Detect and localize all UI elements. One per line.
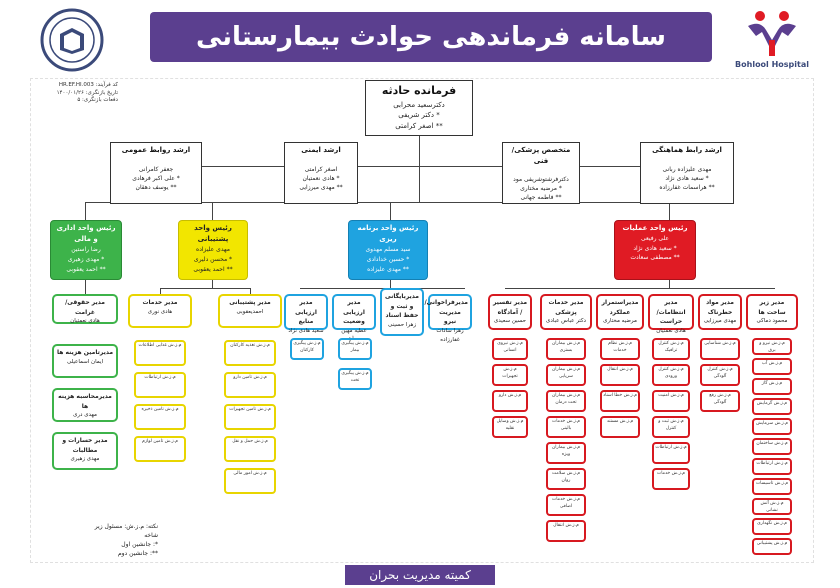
leaf-label: م.ز.ش انتقال — [553, 523, 579, 528]
staff-deputy-2: ** فاطمه جهانی — [520, 194, 562, 201]
operations-leaf[interactable] — [652, 442, 690, 464]
hospital-logo — [722, 6, 822, 74]
sub-title: مدیر خدمات — [142, 299, 178, 306]
finance-sub-box[interactable] — [52, 388, 118, 422]
sub-person: هادی نوری — [147, 308, 173, 315]
connector-line — [390, 280, 391, 288]
footer-badge: کمیته مدیریت بحران — [345, 565, 495, 585]
leaf-label: م.ز.ش تامین تجهیزات — [229, 407, 271, 412]
leaf-label: م.ز.ش ارتباطات — [655, 445, 687, 450]
planning-leaf[interactable] — [338, 338, 372, 360]
operations-sub-box[interactable] — [488, 294, 532, 330]
leaf-label: م.ز.ش امنیت — [658, 393, 684, 398]
operations-leaf[interactable] — [492, 338, 528, 360]
operations-leaf[interactable] — [700, 338, 740, 360]
leaf-label: م.ز.ش ساختمان — [756, 441, 788, 446]
leaf-label: م.ز.ش سلامت روان — [551, 471, 581, 483]
commander-title: فرمانده حادثه — [381, 84, 457, 97]
operations-leaf[interactable] — [752, 518, 792, 535]
operations-leaf[interactable] — [752, 338, 792, 355]
operations-leaf[interactable] — [752, 418, 792, 435]
staff-deputy-2: ** مهدی میرزایی — [299, 183, 343, 191]
leaf-label: م.ز.ش وسایل نقلیه — [496, 419, 524, 431]
operations-leaf[interactable] — [652, 468, 690, 490]
leaf-label: م.ز.ش بیماران بستری — [551, 341, 581, 353]
sub-person: ایمان اسماعیلی — [66, 358, 104, 365]
connector-line — [85, 202, 86, 220]
leaf-label: م.ز.ش خدمات — [657, 471, 685, 476]
commander-primary: دکترسعید محرابی — [393, 100, 445, 109]
sub-person: زهرا سادات غفارزاده — [436, 327, 464, 343]
page-title: سامانه فرماندهی حوادث بیمارستانی — [150, 12, 712, 62]
section-title: رئیس واحد عملیات — [622, 224, 688, 232]
operations-leaf[interactable] — [752, 438, 792, 455]
operations-leaf[interactable] — [652, 390, 690, 412]
leaf-label: م.ز.ش خدمات بالینی — [552, 419, 580, 431]
sub-title: مدیرفراخوانی/مدیریت نیرو — [424, 299, 468, 326]
logistics-leaf[interactable] — [224, 468, 276, 494]
connector-line — [505, 288, 775, 289]
connector-line — [390, 202, 391, 220]
sub-title: مدیرمحاسبه هزینه ها — [58, 393, 112, 410]
operations-leaf[interactable] — [752, 378, 792, 395]
leaf-label: م.ز.ش تاسیسات — [755, 481, 789, 486]
staff-title: ارشد روابط عمومی — [121, 146, 191, 154]
leaf-label: م.ز.ش غذایی اطلاعات — [138, 343, 182, 348]
leaf-label: م.ز.ش تامین دارو — [233, 375, 267, 380]
operations-leaf[interactable] — [546, 416, 586, 438]
operations-leaf[interactable] — [752, 458, 792, 475]
medical-specialist-box[interactable] — [502, 142, 580, 204]
staff-primary: اصغر کرامتی — [304, 165, 338, 173]
operations-leaf[interactable] — [752, 398, 792, 415]
section-deputy-1: * سعید هادی نژاد — [633, 244, 677, 252]
note-line: نکته: م.ز.ش: مسئول زیر شاخه — [94, 523, 158, 539]
sub-person: مرضیه مختاری — [603, 318, 637, 325]
section-deputy-2: ** مهدی علیزاده — [367, 265, 409, 273]
sub-person: مهدی میرزایی — [703, 318, 737, 325]
section-deputy-1: * محسن دلیری — [193, 255, 233, 263]
staff-primary: دکترفرشتوشریفی مود — [513, 176, 569, 183]
leaf-label: م.ز.ش خطا اسناد — [603, 393, 637, 398]
connector-line — [419, 136, 420, 202]
section-primary: علی رفیعی — [641, 235, 669, 243]
connector-line — [160, 288, 250, 289]
connector-line — [212, 280, 213, 288]
operations-leaf[interactable] — [546, 338, 586, 360]
operations-leaf[interactable] — [600, 416, 640, 438]
staff-title: متخصص پزشکی/ فنی — [511, 146, 571, 165]
leaf-label: م.ز.ش حمل و نقل — [232, 439, 268, 444]
section-primary: سید مسلم مهدوی — [365, 246, 411, 254]
leaf-label: م.ز.ش ارتباطات — [144, 375, 176, 380]
logistics-leaf[interactable] — [134, 436, 186, 462]
leaf-label: م.ز.ش سرمایش — [756, 421, 788, 426]
leaf-label: م.ز.ش ثبت و کنترل — [658, 419, 684, 431]
planning-sub-box[interactable] — [424, 294, 472, 343]
leaf-label: م.ز.ش بیماران سرپایی — [551, 367, 581, 379]
sub-person: مهدی زهیری — [70, 456, 100, 463]
connector-line — [669, 280, 670, 288]
commander-deputy-1: * دکتر شریفی — [398, 111, 440, 119]
sub-title: مدیر پشتیبانی — [229, 299, 271, 306]
sub-person: حسین سعیدی — [493, 318, 526, 325]
operations-leaf[interactable] — [492, 364, 528, 386]
operations-leaf[interactable] — [546, 442, 586, 464]
leaf-label: م.ز.ش کنترل ترافیک — [658, 341, 684, 353]
planning-leaf[interactable] — [290, 338, 324, 360]
leaf-label: م.ز.ش تجهیزات — [502, 367, 518, 379]
sub-person: مهدی دری — [73, 412, 97, 419]
sub-title: مدیر ارزیابی وضعیت — [343, 299, 365, 326]
operations-leaf[interactable] — [752, 498, 792, 515]
connector-line — [157, 166, 687, 167]
operations-leaf[interactable] — [700, 364, 740, 386]
staff-deputy-1: * علی اکبر فرهادی — [132, 174, 180, 182]
logistics-sub-box[interactable] — [128, 294, 192, 328]
sub-title: مدیر انتظامات/حراست — [656, 299, 686, 326]
leaf-label: م.ز.ش گرمایش — [756, 401, 788, 406]
operations-sub-box[interactable] — [698, 294, 742, 330]
hospital-caption: Bohlool Hospital — [735, 60, 809, 69]
document-info — [38, 82, 118, 105]
operations-leaf[interactable] — [600, 338, 640, 360]
leaf-label: م.ز.ش پیگیری بیمار — [341, 341, 369, 353]
operations-leaf[interactable] — [492, 416, 528, 438]
leaf-label: م.ز.ش بیماران تحت درمان — [551, 393, 581, 405]
operations-sub-box[interactable] — [540, 294, 592, 330]
section-deputy-2: ** مصطفی سعادت — [630, 254, 680, 262]
incident-commander-box[interactable] — [365, 80, 473, 136]
leaf-label: م.ز.ش بیماران ویژه — [551, 445, 581, 457]
leaf-label: م.ز.ش رفع آلودگی — [709, 393, 731, 405]
leaf-label: م.ز.ش ارتباطات — [756, 461, 788, 466]
sub-title: مدیر زیر ساخت ها — [758, 299, 786, 316]
operations-leaf[interactable] — [600, 364, 640, 386]
leaf-label: م.ز.ش پیگیری تخت — [341, 371, 369, 383]
leaf-label: م.ز.ش مستند — [606, 419, 634, 424]
planning-sub-box[interactable] — [380, 288, 424, 336]
note-line: *: جانشین اول — [121, 541, 158, 548]
liaison-officer-box[interactable] — [640, 142, 734, 204]
revision-date: تاریخ بازنگری: ۱۴۰۰/۰۱/۲۶ — [56, 89, 118, 96]
section-title: رئیس واحد برنامه ریزی — [357, 224, 419, 244]
leaf-label: م.ز.ش آب — [761, 361, 783, 366]
document-code: کد فرآیند: HR.EF.HI.003 — [58, 82, 118, 88]
planning-leaf[interactable] — [338, 368, 372, 390]
logistics-leaf[interactable] — [224, 372, 276, 398]
leaf-label: م.ز.ش نگهداری — [757, 521, 787, 526]
legend-notes — [84, 522, 158, 558]
sub-title: مدیر خدمات پزشکی — [548, 299, 584, 316]
section-deputy-1: * مهدی زهیری — [67, 255, 105, 263]
staff-deputy-1: * سعید هادی نژاد — [665, 174, 709, 182]
university-logo — [30, 8, 114, 72]
operations-leaf[interactable] — [546, 468, 586, 490]
sub-title: مدیر حقوقی/غرامت — [65, 299, 105, 316]
sub-title: مدیربایگانی و ثبت و حفظ اسناد — [385, 293, 419, 320]
section-primary: مهدی علیزاده — [196, 246, 230, 254]
planning-sub-box[interactable] — [332, 294, 376, 334]
leaf-label: م.ز.ش دارو — [498, 393, 522, 398]
leaf-label: م.ز.ش کنترل ورودی — [658, 367, 684, 379]
sub-person: دکتر عباس عبادی — [546, 318, 586, 325]
leaf-label: م.ز.ش خدمات اضافی — [552, 497, 580, 509]
sub-person: زهرا حسینی — [387, 321, 417, 328]
leaf-label: م.ز.ش تغذیه کارکنان — [230, 343, 270, 348]
operations-section-head[interactable] — [614, 220, 696, 280]
section-primary: رضا راستین — [71, 246, 101, 254]
leaf-label: م.ز.ش تامین ذخیره — [141, 407, 179, 412]
sub-person: سعید هادی نژاد — [288, 327, 324, 334]
logistics-section-head[interactable] — [178, 220, 248, 280]
operations-sub-box[interactable] — [746, 294, 798, 330]
operations-leaf[interactable] — [652, 416, 690, 438]
sub-title: مدیر خسارات و مطالبات — [62, 437, 108, 454]
leaf-label: م.ز.ش گاز — [761, 381, 783, 386]
commander-deputy-2: ** اصغر کرامتی — [395, 121, 443, 130]
staff-title: ارشد رابط هماهنگی — [652, 146, 722, 154]
leaf-label: م.ز.ش شناسایی — [704, 341, 736, 346]
operations-leaf[interactable] — [546, 364, 586, 386]
staff-primary: جعفر کامرانی — [138, 165, 174, 173]
operations-sub-box[interactable] — [648, 294, 694, 334]
finance-sub-box[interactable] — [52, 294, 118, 324]
connector-line — [669, 202, 670, 220]
operations-leaf[interactable] — [752, 538, 792, 555]
section-deputy-2: ** احمد یعقوبی — [193, 265, 233, 273]
planning-section-head[interactable] — [348, 220, 428, 280]
sub-title: مدیر مواد خطرناک — [706, 299, 734, 316]
staff-deputy-1: * هادی نعمتیان — [302, 174, 340, 182]
note-line: **: جانشین دوم — [117, 550, 158, 557]
finance-section-head[interactable] — [50, 220, 122, 280]
staff-title: ارشد ایمنی — [301, 146, 341, 154]
operations-sub-box[interactable] — [596, 294, 644, 330]
leaf-label: م.ز.ش آتش نشانی — [760, 501, 784, 513]
logistics-leaf[interactable] — [224, 404, 276, 430]
operations-leaf[interactable] — [700, 390, 740, 412]
operations-leaf[interactable] — [652, 338, 690, 360]
operations-leaf[interactable] — [600, 390, 640, 412]
leaf-label: م.ز.ش کنترل آلودگی — [707, 367, 733, 379]
sub-title: مدیر تفسیر / آمادگاه — [492, 299, 528, 316]
leaf-label: م.ز.ش نیرو و برق — [759, 341, 785, 353]
logistics-leaf[interactable] — [134, 340, 186, 366]
connector-line — [85, 280, 86, 294]
logistics-leaf[interactable] — [134, 372, 186, 398]
section-deputy-2: ** احمد یعقوبی — [66, 265, 106, 273]
leaf-label: م.ز.ش تامین لوازم — [142, 439, 178, 444]
finance-sub-box[interactable] — [52, 344, 118, 378]
leaf-label: م.ز.ش امور مالی — [233, 471, 267, 476]
sub-title: مدیرتامین هزینه ها — [56, 349, 114, 356]
safety-officer-box[interactable] — [284, 142, 358, 204]
operations-leaf[interactable] — [546, 494, 586, 516]
logistics-leaf[interactable] — [224, 436, 276, 462]
staff-deputy-1: * مرضیه مختاری — [520, 185, 562, 192]
operations-leaf[interactable] — [546, 390, 586, 412]
section-deputy-1: * حسین خدادادی — [366, 255, 410, 263]
finance-sub-box[interactable] — [52, 432, 118, 470]
public-relations-box[interactable] — [110, 142, 202, 204]
operations-leaf[interactable] — [546, 520, 586, 542]
logistics-sub-box[interactable] — [218, 294, 282, 328]
sub-person: عطیه مهین — [341, 327, 367, 334]
leaf-label: م.ز.ش پیگیری کارکنان — [293, 341, 321, 353]
planning-sub-box[interactable] — [284, 294, 328, 334]
logistics-leaf[interactable] — [224, 340, 276, 366]
page-header — [0, 0, 840, 78]
sub-title: مدیر ارزیابی منابع — [295, 299, 317, 326]
staff-deputy-2: ** هراسمات غفارزاده — [659, 183, 715, 191]
sub-title: مدیراستمرار عملکرد — [601, 299, 639, 316]
leaf-label: م.ز.ش نظام خدمات — [608, 341, 632, 353]
sub-person: هادی نعمتیان — [70, 318, 100, 325]
connector-line — [212, 202, 213, 220]
operations-leaf[interactable] — [652, 364, 690, 386]
revision-count: دفعات بازنگری: ۵ — [77, 97, 118, 104]
operations-leaf[interactable] — [752, 358, 792, 375]
leaf-label: م.ز.ش پشتیبانی — [756, 541, 788, 546]
operations-leaf[interactable] — [752, 478, 792, 495]
staff-primary: مهدی علیزاده ربانی — [662, 165, 712, 173]
sub-person: محمود دماکی — [756, 318, 788, 325]
logistics-leaf[interactable] — [134, 404, 186, 430]
leaf-label: م.ز.ش انتقال — [607, 367, 633, 372]
sub-person: احمدیعقوبی — [236, 308, 264, 315]
sub-person: هادی نعمتیان — [656, 327, 686, 334]
leaf-label: م.ز.ش نیروی انسانی — [497, 341, 523, 353]
section-title: رئیس واحد اداری و مالی — [56, 224, 116, 244]
staff-deputy-2: ** یوسف دهقان — [135, 183, 177, 191]
operations-leaf[interactable] — [492, 390, 528, 412]
section-title: رئیس واحد پشتیبانی — [194, 224, 232, 244]
